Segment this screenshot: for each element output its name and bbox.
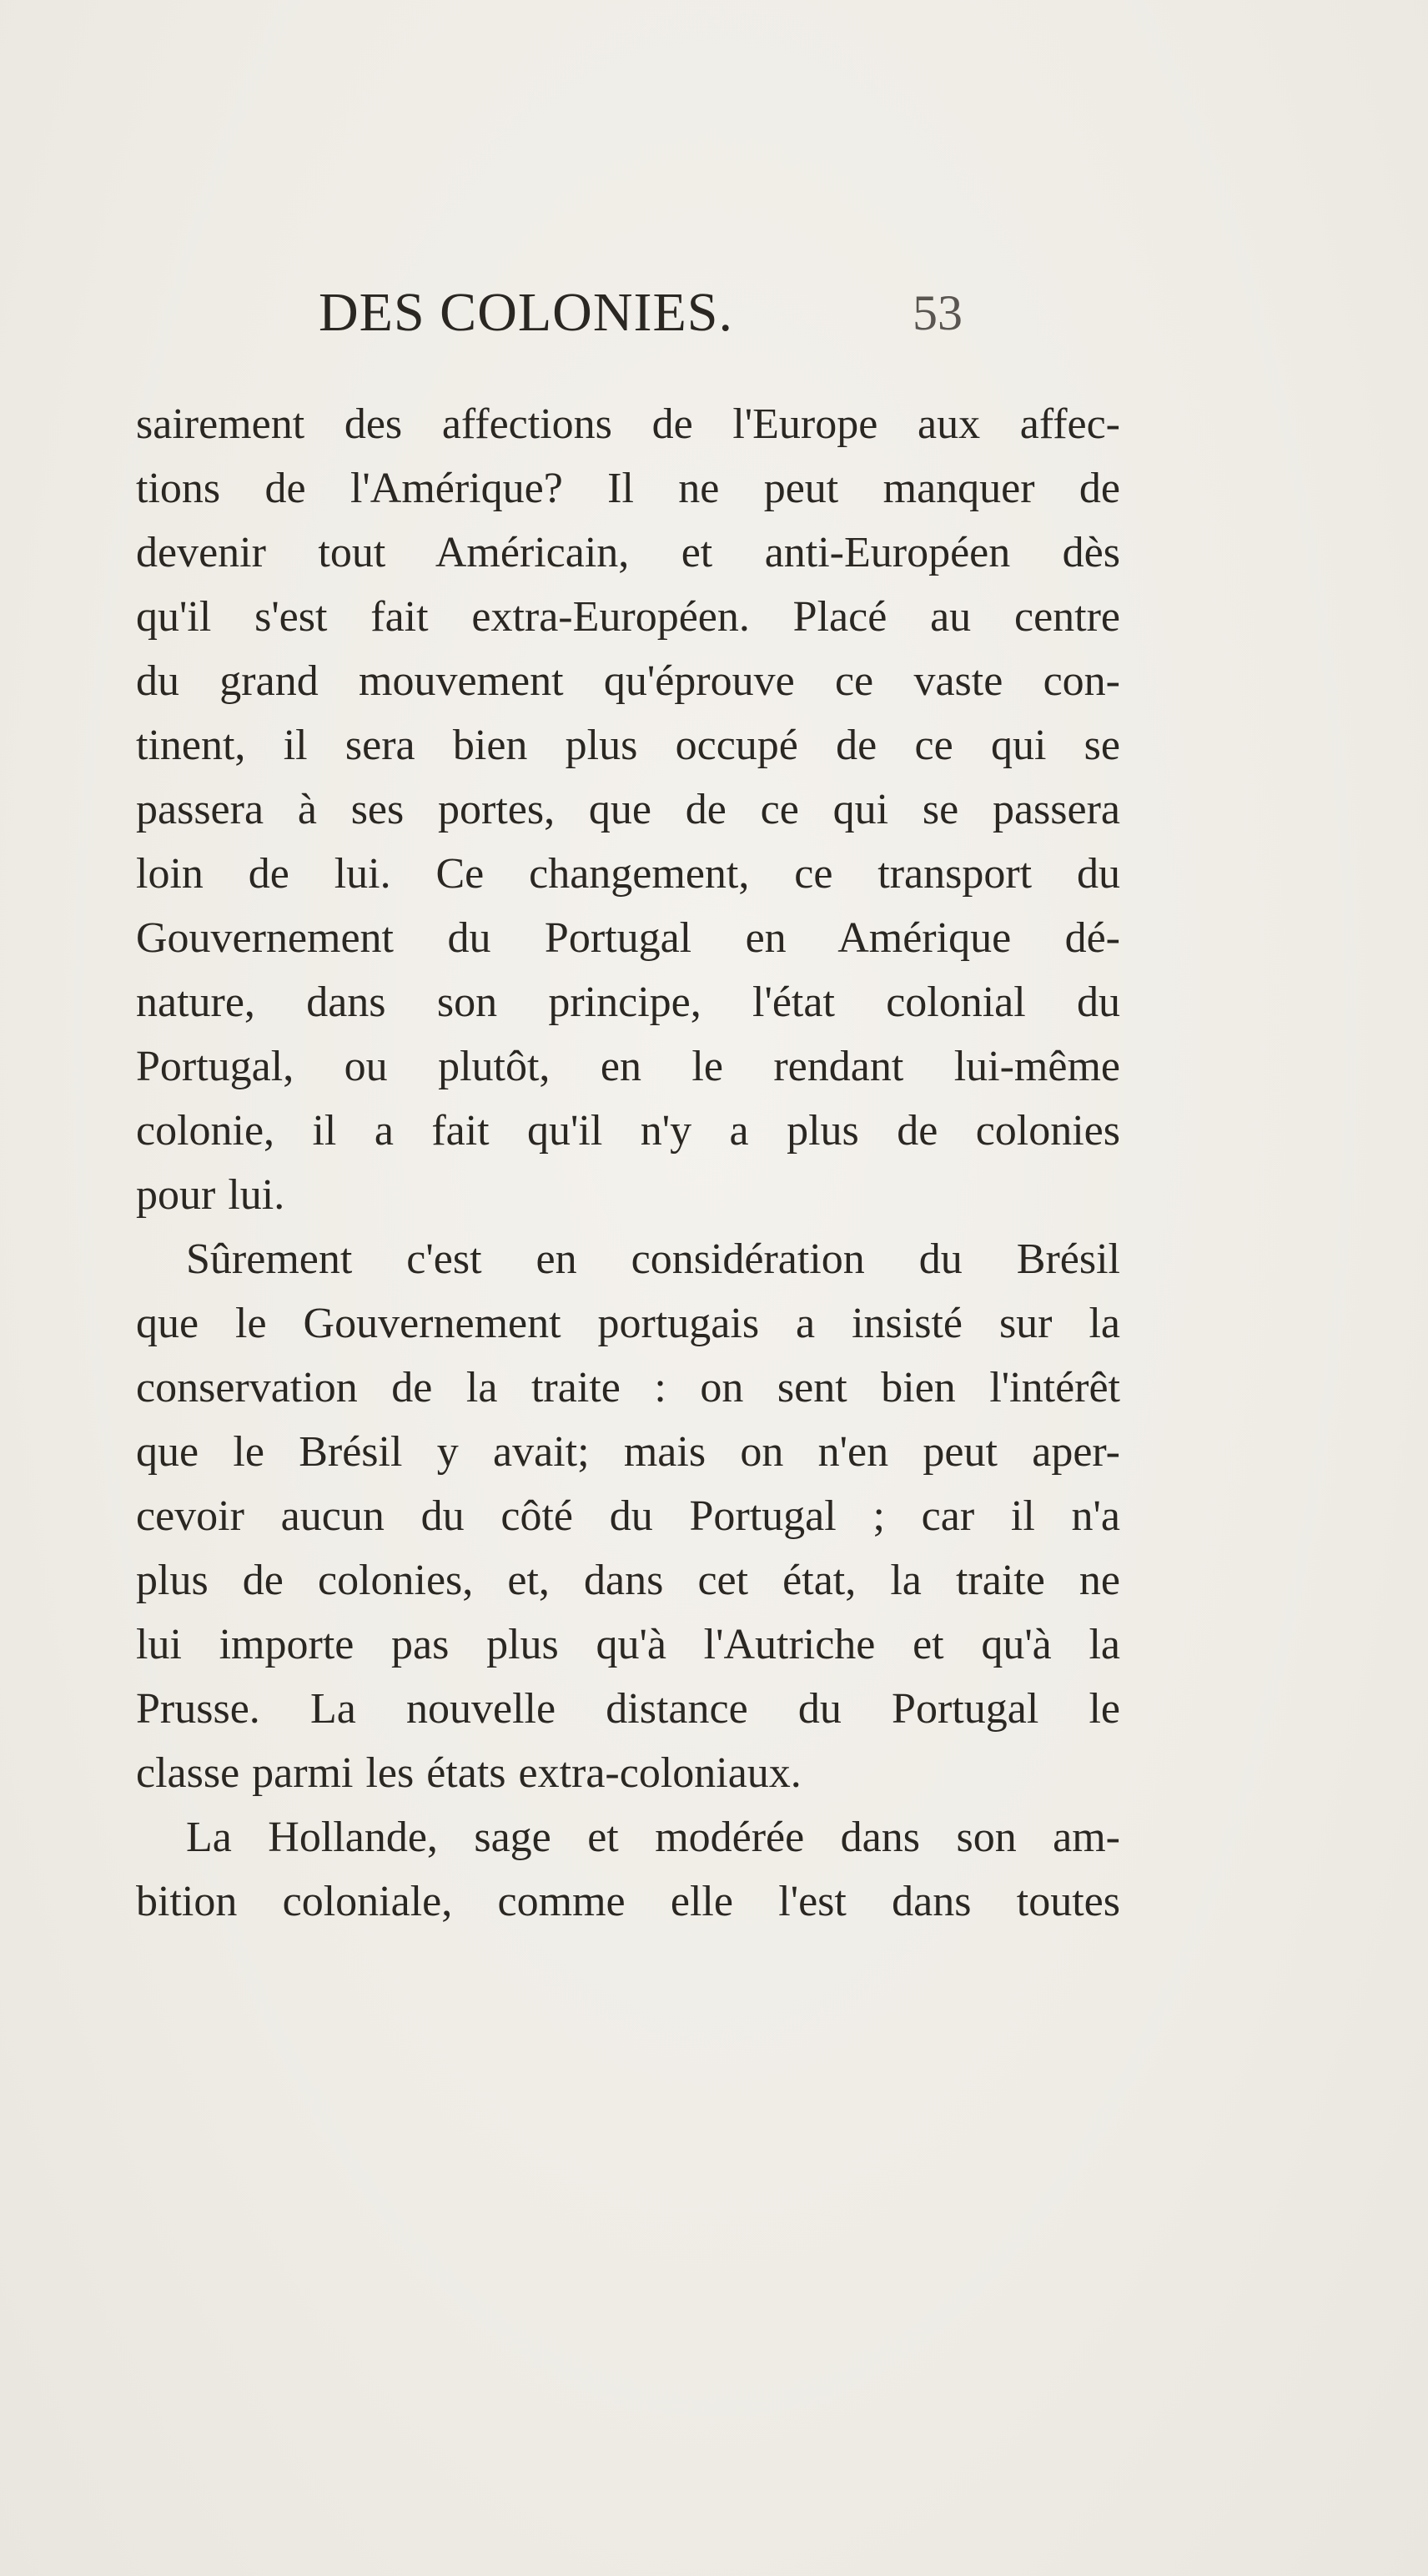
text-line: plus de colonies, et, dans cet état, la traite ne bbox=[136, 1557, 1120, 1604]
text-line: qu'il s'est fait extra-Européen. Placé au centre bbox=[136, 593, 1120, 641]
text-line: passera à ses portes, que de ce qui se passera bbox=[136, 786, 1120, 833]
body-text bbox=[136, 392, 1120, 1934]
text-line: sairement des affections de l'Europe aux affec- bbox=[136, 400, 1120, 448]
text-line: Sûrement c'est en considération du Brésil bbox=[186, 1235, 1120, 1283]
text-line: colonie, il a fait qu'il n'y a plus de colonies bbox=[136, 1107, 1120, 1155]
text-line: classe parmi les états extra-coloniaux. bbox=[136, 1749, 802, 1797]
text-line: Gouvernement du Portugal en Amérique dé- bbox=[136, 914, 1120, 962]
text-line: tinent, il sera bien plus occupé de ce qui se bbox=[136, 722, 1120, 769]
text-line: bition coloniale, comme elle l'est dans toutes bbox=[136, 1878, 1120, 1925]
text-line: conservation de la traite : on sent bien l'intérêt bbox=[136, 1364, 1120, 1411]
text-line: La Hollande, sage et modérée dans son am- bbox=[186, 1814, 1120, 1861]
text-line: pour lui. bbox=[136, 1171, 285, 1219]
page-number: 53 bbox=[913, 285, 963, 340]
text-line: devenir tout Américain, et anti-Européen dès bbox=[136, 529, 1120, 576]
running-head: DES COLONIES. bbox=[319, 282, 734, 343]
text-line: tions de l'Amérique? Il ne peut manquer de bbox=[136, 465, 1120, 512]
text-line: Portugal, ou plutôt, en le rendant lui-même bbox=[136, 1043, 1120, 1090]
text-line: loin de lui. Ce changement, ce transport du bbox=[136, 850, 1120, 898]
text-line: Prusse. La nouvelle distance du Portugal le bbox=[136, 1685, 1120, 1733]
text-line: que le Gouvernement portugais a insisté sur la bbox=[136, 1300, 1120, 1347]
text-line: que le Brésil y avait; mais on n'en peut aper- bbox=[136, 1428, 1120, 1476]
text-line: nature, dans son principe, l'état colonial du bbox=[136, 979, 1120, 1026]
text-line: cevoir aucun du côté du Portugal ; car il n'a bbox=[136, 1492, 1120, 1540]
page-header bbox=[0, 279, 1428, 346]
text-line: du grand mouvement qu'éprouve ce vaste con- bbox=[136, 657, 1120, 705]
text-line: lui importe pas plus qu'à l'Autriche et qu'à la bbox=[136, 1621, 1120, 1668]
